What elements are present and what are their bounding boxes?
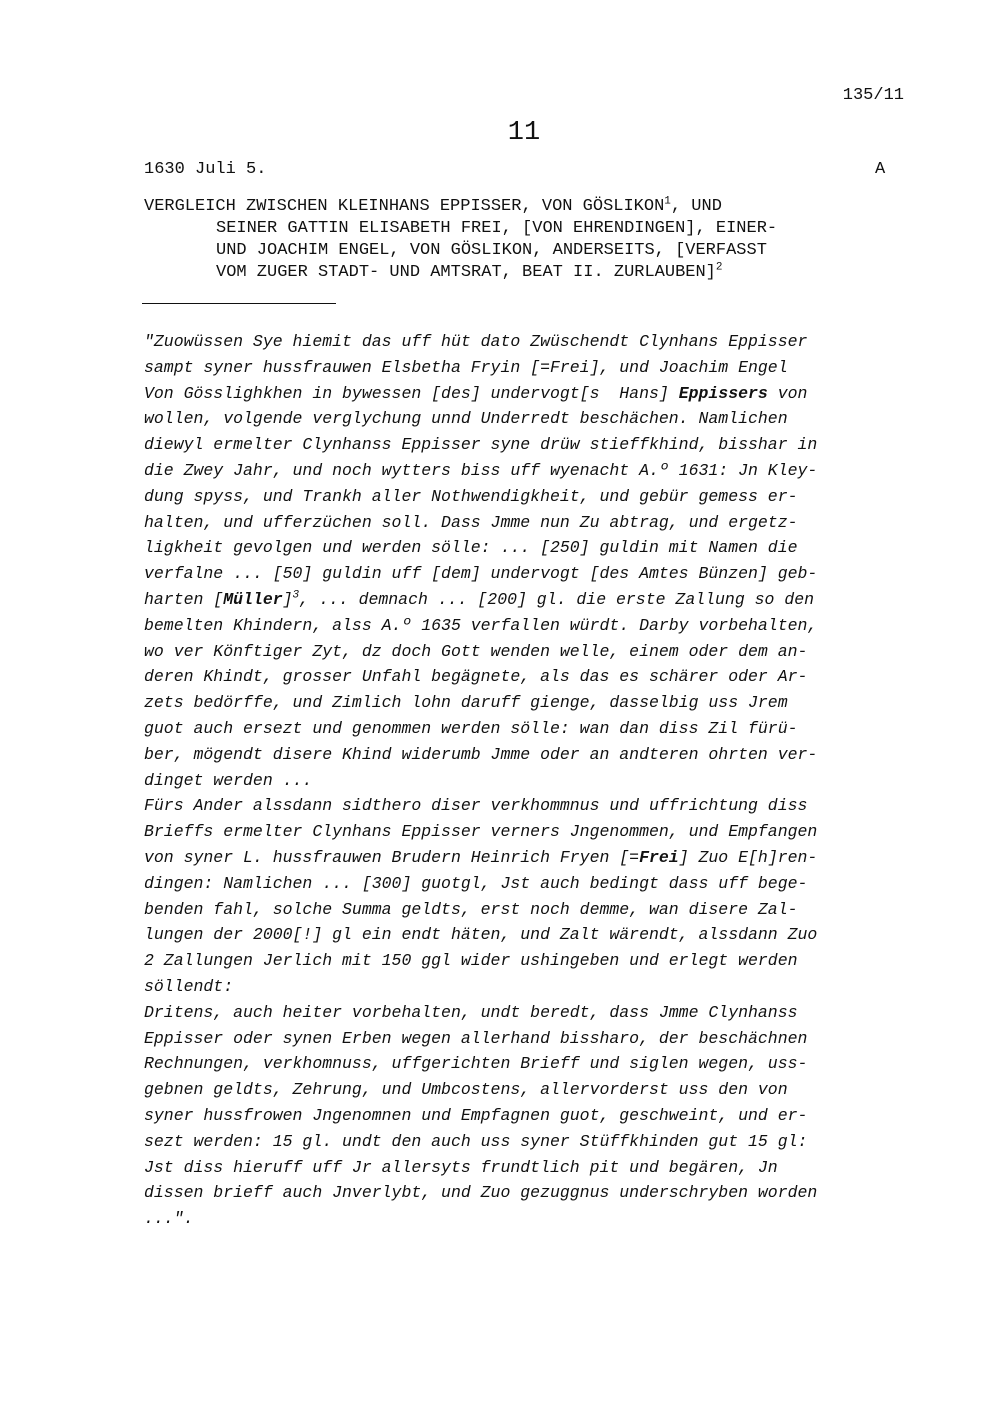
text-line: gebnen geldts, Zehrung, und Umbcostens, allervorderst uss den von [144, 1080, 788, 1100]
text-line: bemelten Khindern, alss A.º 1635 verfallen würdt. Darby vorbehalten, [144, 615, 818, 635]
text-line: sezt werden: 15 gl. undt den auch uss syner Stüffkhinden gut 15 gl: [144, 1131, 808, 1151]
text-run: von [767, 383, 808, 403]
text-line: söllendt: [144, 976, 234, 996]
text-line [144, 845, 914, 871]
text-line: die Zwey Jahr, und noch wytters biss uff wyenacht A.º 1631: Jn Kley- [144, 460, 818, 480]
text-line: wo ver Könftiger Zyt, dz doch Gott wenden welle, einem oder dem an- [144, 641, 808, 661]
bold-name: Müller [223, 589, 283, 609]
text-line: halten, und ufferzüchen soll. Dass Jmme nun Zu abtrag, und ergetz- [144, 512, 798, 532]
page-reference: 135/11 [842, 86, 904, 105]
text-line: benden fahl, solche Summa geldts, erst noch demme, wan disere Zal- [144, 899, 798, 919]
document-letter: A [875, 160, 886, 179]
document-number: 11 [507, 118, 541, 148]
text-line: ...". [144, 1209, 194, 1229]
text-run: , ... demnach ... [200] gl. die erste Zallung so den [299, 589, 815, 609]
title-text: VOM ZUGER STADT- UND AMTSRAT, BEAT II. ZURLAUBEN] [216, 263, 716, 282]
text-line: wollen, volgende verglychung unnd Underredt beschächen. Namlichen [144, 409, 788, 429]
footnote-ref: 3 [292, 589, 300, 602]
title-line [144, 262, 904, 284]
text-line: verfalne ... [50] guldin uff [dem] undervogt [des Amtes Bünzen] geb- [144, 564, 818, 584]
text-run: von syner L. hussfrauwen Brudern Heinrich Fryen [= [144, 847, 640, 867]
text-line: Fürs Ander alssdann sidthero diser verkhommnus und uffrichtung diss [144, 796, 808, 816]
bold-name: Eppissers [678, 383, 768, 403]
footnote-ref: 1 [664, 195, 671, 208]
separator-rule [142, 303, 336, 304]
text-run: Von Gösslighkhen in bywessen [des] undervogt[s Hans] [144, 383, 679, 403]
text-line: Dritens, auch heiter vorbehalten, undt beredt, dass Jmme Clynhanss [144, 1002, 798, 1022]
text-line: 2 Zallungen Jerlich mit 150 ggl wider ushingeben und erlegt werden [144, 951, 798, 971]
text-run: harten [ [144, 589, 224, 609]
title-line [144, 196, 904, 218]
text-line: lungen der 2000[!] gl ein endt häten, und Zalt wärendt, alssdann Zuo [144, 925, 818, 945]
title-line: UND JOACHIM ENGEL, VON GÖSLIKON, ANDERSEITS, [VERFASST [216, 241, 767, 260]
text-line: dinget werden ... [144, 770, 313, 790]
text-line: Eppisser oder synen Erben wegen allerhand bissharo, der beschächnen [144, 1028, 808, 1048]
text-line: syner hussfrowen Jngenomnen und Empfagnen guot, geschweint, und er- [144, 1105, 808, 1125]
body-text [144, 329, 914, 1232]
text-line: ber, mögendt disere Khind widerumb Jmme oder an andteren ohrten ver- [144, 744, 818, 764]
text-line: Rechnungen, verkhomnuss, uffgerichten Brieff und siglen wegen, uss- [144, 1054, 808, 1074]
title-text: , UND [670, 197, 722, 216]
text-line: Brieffs ermelter Clynhans Eppisser verners Jngenommen, und Empfangen [144, 822, 818, 842]
text-line: sampt syner hussfrauwen Elsbetha Fryin [=Frei], und Joachim Engel [144, 357, 788, 377]
document-date: 1630 Juli 5. [144, 160, 267, 179]
document-title [144, 196, 904, 284]
text-line: diewyl ermelter Clynhanss Eppisser syne drüw stieffkhind, bisshar in [144, 435, 818, 455]
text-line: deren Khindt, grosser Unfahl begägnete, als das es schärer oder Ar- [144, 667, 808, 687]
bold-name: Frei [639, 847, 679, 867]
text-line: guot auch ersezt und genommen werden sölle: wan dan diss Zil fürü- [144, 718, 798, 738]
text-line [144, 381, 914, 407]
title-text: VERGLEICH ZWISCHEN KLEINHANS EPPISSER, VON GÖSLIKON [144, 197, 665, 216]
text-run: ] Zuo E[h]ren- [678, 847, 818, 867]
text-line: Jst diss hieruff uff Jr allersyts frundtlich pit und begären, Jn [144, 1157, 778, 1177]
text-run: ] [282, 589, 293, 609]
text-line: "Zuowüssen Sye hiemit das uff hüt dato Zwüschendt Clynhans Eppisser [144, 332, 808, 351]
title-line: SEINER GATTIN ELISABETH FREI, [VON EHRENDINGEN], EINER- [216, 219, 778, 238]
text-line [144, 587, 914, 613]
text-line: dung spyss, und Trankh aller Nothwendigkheit, und gebür gemess er- [144, 486, 798, 506]
text-line: zets bedörffe, und Zimlich lohn daruff gienge, dasselbig uss Jrem [144, 693, 788, 713]
text-line: ligkheit gevolgen und werden sölle: ... [250] guldin mit Namen die [144, 538, 798, 558]
text-line: dingen: Namlichen ... [300] guotgl, Jst auch bedingt dass uff bege- [144, 873, 808, 893]
text-line: dissen brieff auch Jnverlybt, und Zuo gezuggnus underschryben worden [144, 1183, 818, 1203]
footnote-ref: 2 [715, 261, 723, 274]
